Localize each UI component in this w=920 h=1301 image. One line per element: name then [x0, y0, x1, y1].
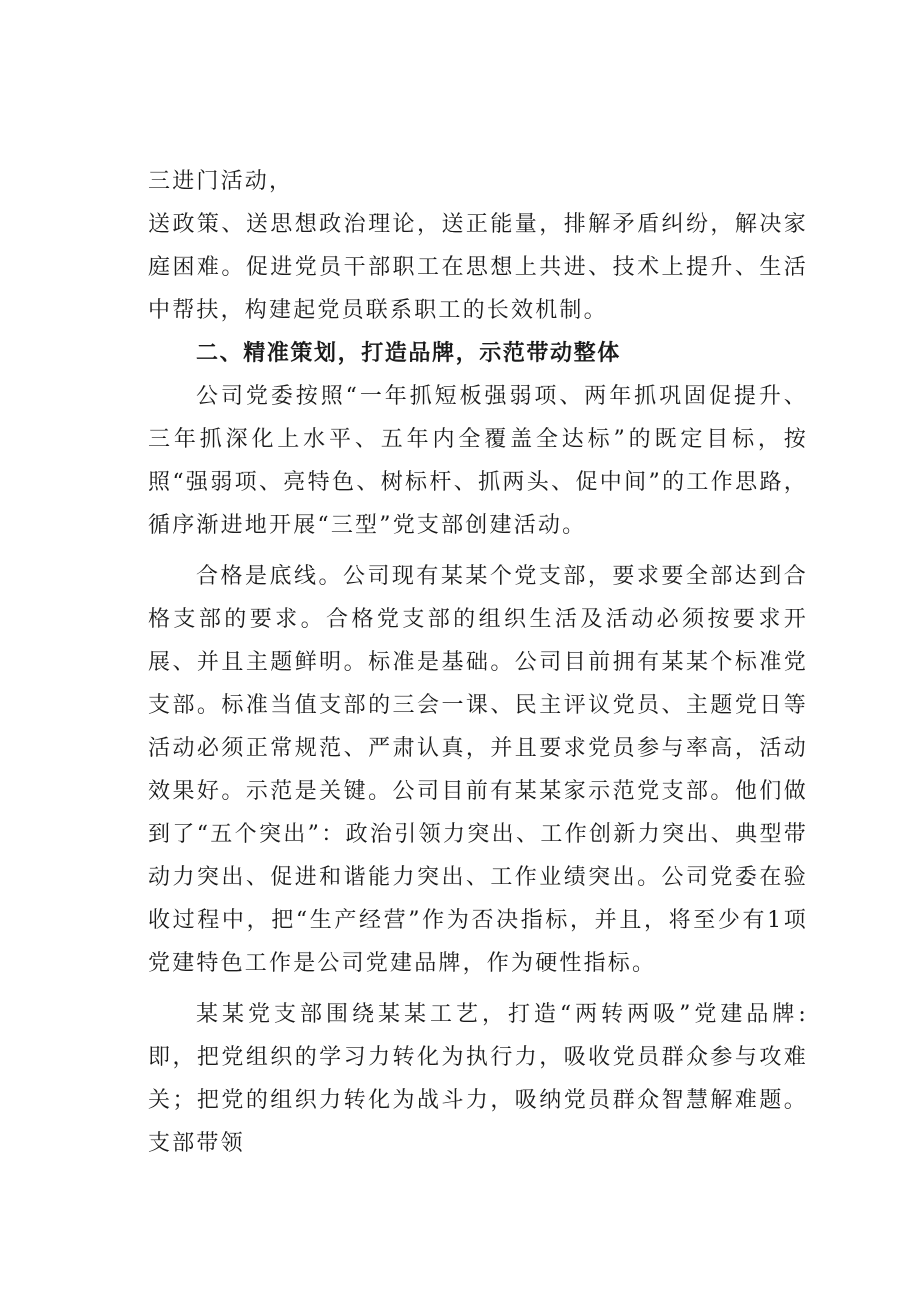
- document-body: [148, 160, 808, 1165]
- section-heading-2: 二、精准策划，打造品牌，示范带动整体: [196, 341, 621, 366]
- paragraph-services: 送政策、送思想政治理论，送正能量，排解矛盾纠纷，解决家庭困难。促进党员干部职工在思想上共进、技术上提升、生活中帮扶，构建起党员联系职工的长效机制。: [148, 212, 808, 323]
- paragraph-intro-fragment: 三进门活动，: [148, 169, 294, 194]
- paragraph-goals: 公司党委按照“一年抓短板强弱项、两年抓巩固促提升、三年抓深化上水平、五年内全覆盖全达标”的既定目标，按照“强弱项、亮特色、树标杆、抓两头、促中间”的工作思路，循序渐进地开展“三型”党支部创建活动。: [148, 384, 808, 538]
- paragraph-branch-brand: 某某党支部围绕某某工艺，打造“两转两吸”党建品牌:即，把党组织的学习力转化为执行力，吸收党员群众参与攻难关；把党的组织力转化为战斗力，吸纳党员群众智慧解难题。支部带领: [148, 1002, 808, 1156]
- paragraph-standards: 合格是底线。公司现有某某个党支部，要求要全部达到合格支部的要求。合格党支部的组织生活及活动必须按要求开展、并且主题鲜明。标准是基础。公司目前拥有某某个标准党支部。标准当值支部的三会一课、民主评议党员、主题党日等活动必须正常规范、严肃认真，并且要求党员参与率高，活动效果好。示范是关键。公司目前有某某家示范党支部。他们做到了“五个突出”：政治引领力突出、工作创新力突出、典型带动力突出、促进和谐能力突出、工作业绩突出。公司党委在验收过程中，把“生产经营”作为否决指标，并且，将至少有1项党建特色工作是公司党建品牌，作为硬性指标。: [148, 564, 808, 976]
